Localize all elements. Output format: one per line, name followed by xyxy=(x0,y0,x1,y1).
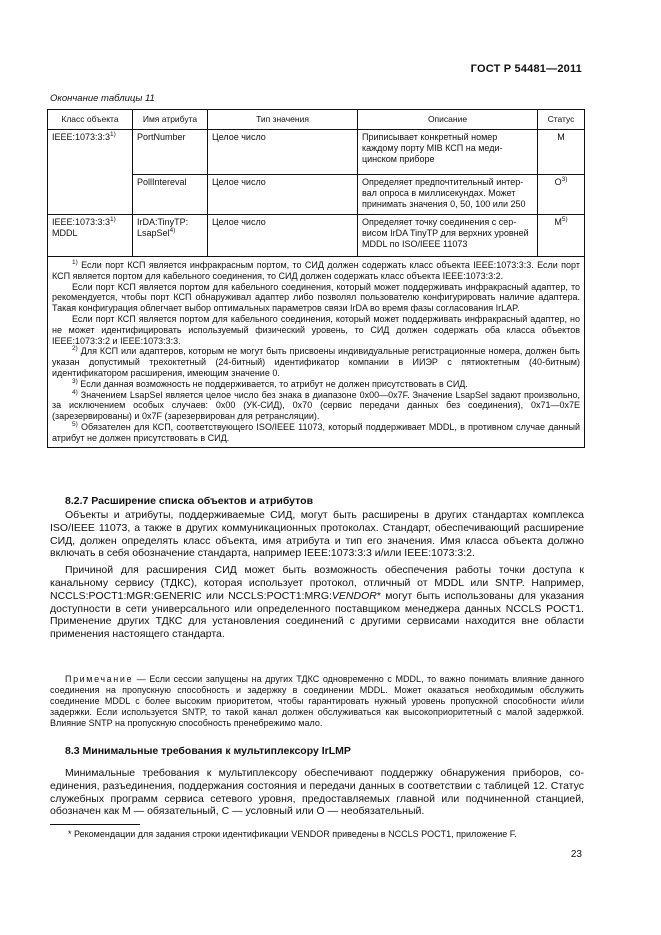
status-cell: M xyxy=(538,130,585,175)
table-footnote: $^{2)}$ Для КСП или адаптеров, которым не могут быть присвоены индивидуальные регистрационные номера, должен быть указан допустимый трехоктетный (24-битный) идентификатор компании в ИИЭР с пятиоктетным (40-битным) идентификатором расширения, имеющим значение 0. xyxy=(52,345,580,378)
table-caption: Окончание таблицы 11 xyxy=(50,93,155,104)
column-header: Описание xyxy=(358,110,538,130)
column-header: Статус xyxy=(538,110,585,130)
object-class-cell: IEEE:1073:3:3$^{1)}$ xyxy=(48,130,133,215)
status-cell: $M^{5)}$ xyxy=(538,215,585,257)
table-row xyxy=(48,215,585,257)
value-type-cell: Целое число xyxy=(208,215,358,257)
column-header: Имя атрибута xyxy=(133,110,208,130)
column-header: Класс объекта xyxy=(48,110,133,130)
section-heading: 8.2.7 Расширение списка объектов и атрибутов xyxy=(65,495,314,507)
table-footnote: $^{5)}$ Обязателен для КСП, соответствующего ISO/IEEE 11073, который поддерживает MDDL, в противном случае данный атрибут не должен присутствовать в СИД. xyxy=(52,420,580,443)
note xyxy=(50,674,584,729)
column-header: Тип значения xyxy=(208,110,358,130)
status-cell: $O^{3)}$ xyxy=(538,175,585,215)
section-body xyxy=(50,509,584,641)
table-footnote: Если порт КСП является портом для кабельного соединения, который может поддерживать инфракрасный адаптер, но не может идентифицировать используемый физический уровень, то СИД должен содержать оба класса объектов IEEE:1073:3:2 и IEEE:1073:3:3. xyxy=(52,313,580,346)
table-footnote: Если порт КСП является портом для кабельного соединения, который может поддерживать инфракрасный адаптер, то рекомендуется, чтобы порт КСП обнаруживал адаптер либо позволял пользователю конфигурировать наличие адаптера. Такая конфигурация облегчает выбор оптимальных параметров связи IrDA во время фазы согласования IrLAP. xyxy=(52,281,580,314)
table-row xyxy=(48,130,585,175)
paragraph: Минимальные требования к мультиплексору обеспечивают поддержку обнаружения приборов, соединения, разъединения, поддержания состояния и передачи данных в соответствии с таблицей 12. Статус служебных программ сервиса сетевого уровня, предоставляемых главной или подчиненной станцией, обозначен как М — обязательный, С — условный или О — необязательный. xyxy=(50,767,584,818)
attributes-table xyxy=(47,109,585,448)
paragraph: Причиной для расширения СИД может быть возможность обеспечения работы точки доступа к канальному сервису (ТДКС), которая использует протокол, отличный от MDDL или SNTP. Например, NCCLS:POCT1:MGR:GENERIC или NCCLS:POCT1:MRG:VENDOR* могут быть использованы для указания доступности в сети универсального или определенного поставщиком менеджера данных NCCLS POCT1. Применение других ТДКС для установления соединений с другими сервисами находится вне области применения настоящего стандарта. xyxy=(50,564,584,641)
value-type-cell: Целое число xyxy=(208,130,358,175)
document-header: ГОСТ Р 54481—2011 xyxy=(470,63,582,75)
table-footnote: $^{4)}$ Значением LsapSel является целое число без знака в диапазоне 0x00—0x7F. Значение LsapSel задают произвольно, за исключением особых случаев: 0x00 (УК-СИД), 0x70 (сервис передачи данных без соединения), 0x71—0x7E (зарезервированы) и 0x7F (зарезервирован для ретрансляции). xyxy=(52,388,580,422)
attribute-name-cell: PortNumber xyxy=(133,130,208,175)
table-footnotes xyxy=(48,257,585,448)
paragraph: Объекты и атрибуты, поддерживаемые СИД, могут быть расширены в других стандартах комплекса ISO/IEEE 11073, а также в других коммуникационных протоколах. Стандарт, обеспечивающий расширение СИД, должен определять класс объекта, имя атрибута и тип его значения. Имя класса объекта должно включать в себя обозначение стандарта, например IEEE:1073:3:3 и/или IEEE:1073:3:2. xyxy=(50,509,584,560)
table-footnote: $^{3)}$ Если данная возможность не поддерживается, то атрибут не должен присутствовать в СИД. xyxy=(72,377,468,389)
object-class-cell: IEEE:1073:3:3$^{1)}$ MDDL xyxy=(48,215,133,257)
description-cell: Определяет предпочтительный интервал опроса в миллисекундах. Может принимать значения 0, 50, 100 или 250 xyxy=(358,175,538,215)
attribute-name-cell: PollIntereval xyxy=(133,175,208,215)
footnote-separator xyxy=(50,824,140,825)
description-cell: Определяет точку соединения с сервисом IrDA TinyTP для верхних уровней MDDL по ISO/IEEE 11073 xyxy=(358,215,538,257)
page-footnote: * Рекомендации для задания строки идентификации VENDOR приведены в NCCLS POCT1, приложение F. xyxy=(68,829,517,839)
note-text: — Если сессии запущены на других ТДКС одновременно с MDDL, то важно понимать влияние данного соединения на пропускную способность и задержку в соединении MDDL. Может оказаться необходимым обслужить соединение MDDL с более высоким приоритетом, чтобы гарантировать нужный уровень пропускной способности и/или задержки. Если используется SNTP, то такой канал должен обслуживаться как высокоприоритетный с малой задержкой. Влияние SNTP на пропускную способность пренебрежимо мало. xyxy=(50,674,584,728)
table-header-row xyxy=(48,110,585,130)
note-label: Примечание xyxy=(65,674,134,684)
description-cell: Приписывает конкретный номер каждому порту MIB КСП на медицинском приборе xyxy=(358,130,538,175)
value-type-cell: Целое число xyxy=(208,175,358,215)
section-heading: 8.3 Минимальные требования к мультиплексору IrLMP xyxy=(65,745,351,757)
table-footnote: $^{1)}$ Если порт КСП является инфракрасным портом, то СИД должен содержать класс объекта IEEE:1073:3:3. Если порт КСП является портом для кабельного соединения, то СИД должен содержать класс объекта IEEE:1073:3:2. xyxy=(52,259,580,281)
page-number: 23 xyxy=(570,849,582,860)
attribute-name-cell: IrDA:TinyTP: LsapSel$^{4)}$ xyxy=(133,215,208,257)
section-body xyxy=(50,767,584,818)
table-footnotes-row xyxy=(48,257,585,448)
